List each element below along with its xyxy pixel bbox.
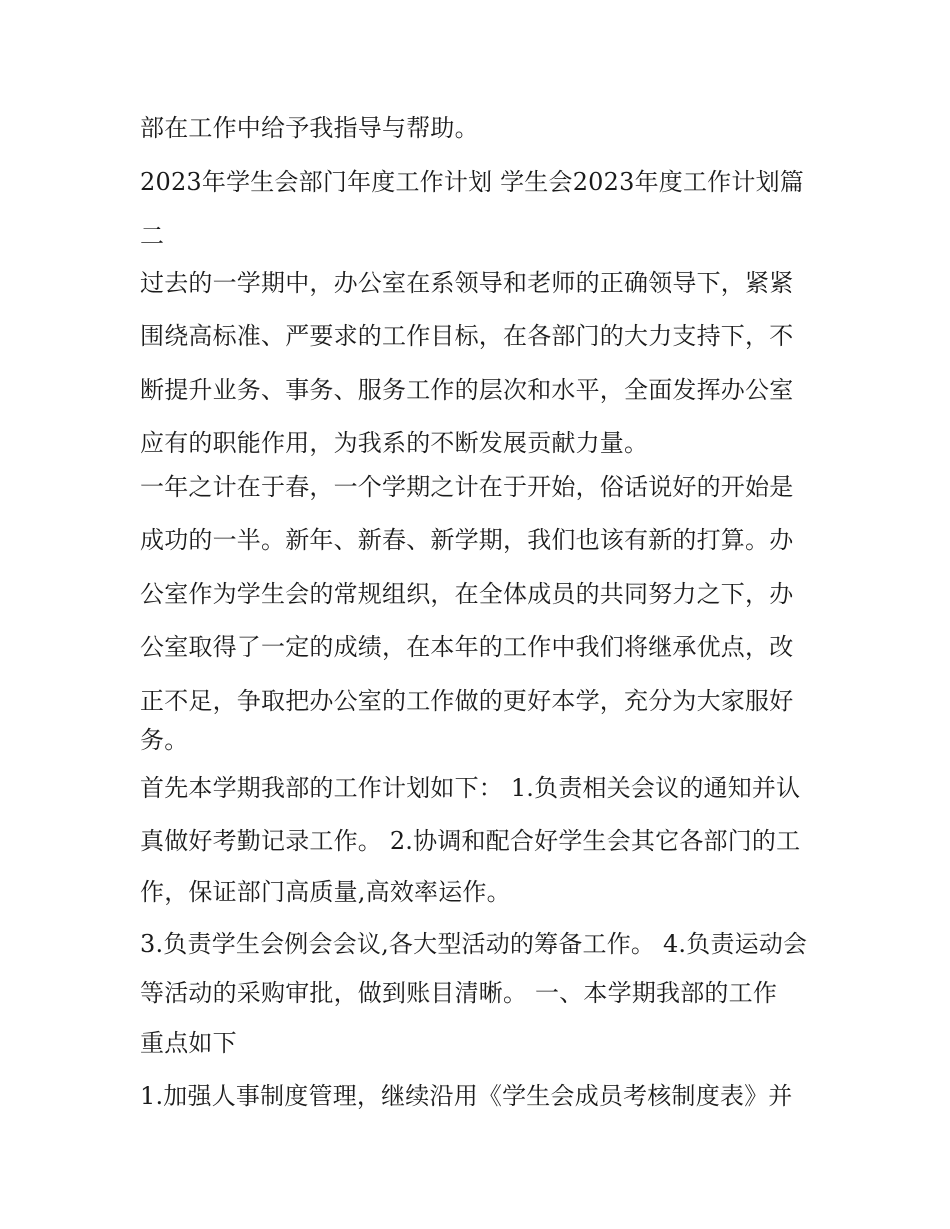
text-line: 公室取得了一定的成绩，在本年的工作中我们将继承优点，改 bbox=[140, 633, 794, 661]
text-line: 重点如下 bbox=[140, 1029, 237, 1057]
text-line: 2023年学生会部门年度工作计划 学生会2023年度工作计划篇 bbox=[140, 168, 804, 196]
text-line: 公室作为学生会的常规组织，在全体成员的共同努力之下，办 bbox=[140, 580, 794, 608]
text-line: 等活动的采购审批，做到账目清晰。 一、本学期我部的工作 bbox=[140, 979, 778, 1007]
text-line: 成功的一半。新年、新春、新学期，我们也该有新的打算。办 bbox=[140, 526, 794, 554]
text-line: 一年之计在于春，一个学期之计在于开始，俗话说好的开始是 bbox=[140, 473, 794, 501]
text-line: 断提升业务、事务、服务工作的层次和水平，全面发挥办公室 bbox=[140, 376, 794, 404]
text-line: 3.负责学生会例会会议,各大型活动的筹备工作。 4.负责运动会 bbox=[140, 930, 808, 958]
text-line: 正不足，争取把办公室的工作做的更好本学，充分为大家服好 bbox=[140, 687, 794, 715]
text-line: 应有的职能作用，为我系的不断发展贡献力量。 bbox=[140, 429, 649, 457]
text-line: 首先本学期我部的工作计划如下： 1.负责相关会议的通知并认 bbox=[140, 774, 801, 802]
text-line: 过去的一学期中，办公室在系领导和老师的正确领导下，紧紧 bbox=[140, 269, 794, 297]
text-line: 务。 bbox=[140, 726, 189, 754]
text-line: 二 bbox=[140, 222, 165, 250]
text-line: 作，保证部门高质量,高效率运作。 bbox=[140, 878, 511, 906]
text-line: 真做好考勤记录工作。 2.协调和配合好学生会其它各部门的工 bbox=[140, 827, 801, 855]
text-line: 围绕高标准、严要求的工作目标，在各部门的大力支持下，不 bbox=[140, 322, 794, 350]
text-line: 部在工作中给予我指导与帮助。 bbox=[140, 114, 479, 142]
text-line: 1.加强人事制度管理，继续沿用《学生会成员考核制度表》并 bbox=[140, 1082, 793, 1110]
